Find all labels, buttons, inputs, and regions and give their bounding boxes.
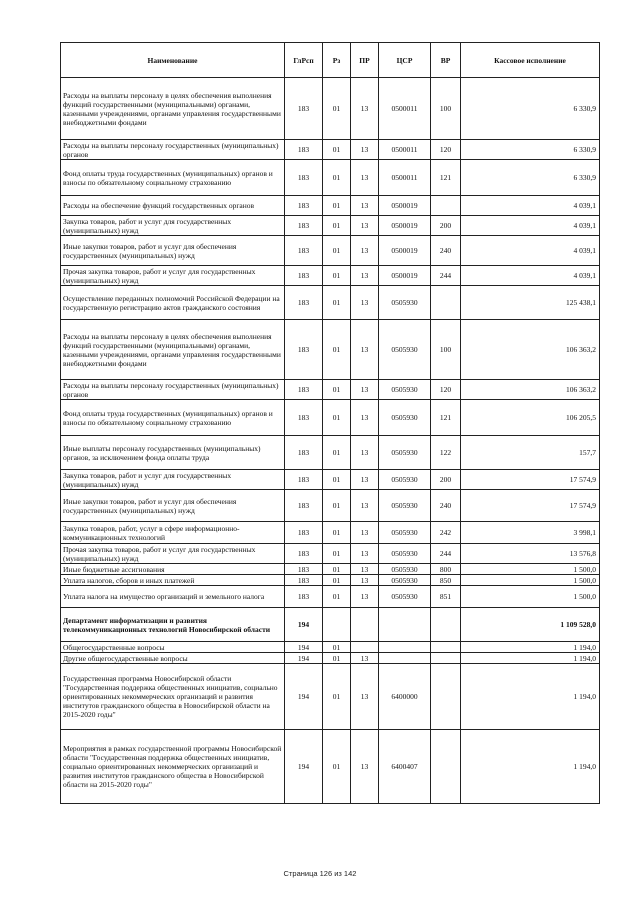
table-row xyxy=(61,653,600,664)
cell-name: Расходы на выплаты персоналу в целях обеспечения выполнения функций государственными (муниципальными) органами, казенными учреждениями, органами управления государственными внебюджетными фондами xyxy=(61,78,285,140)
cell-grs: 183 xyxy=(285,575,323,586)
cell-amount: 1 194,0 xyxy=(461,664,600,730)
cell-name: Расходы на выплаты персоналу государственных (муниципальных) органов xyxy=(61,140,285,160)
cell-pr: 13 xyxy=(351,140,379,160)
cell-rz: 01 xyxy=(323,266,351,286)
cell-name: Фонд оплаты труда государственных (муниципальных) органов и взносы по обязательному социальному страхованию xyxy=(61,160,285,196)
cell-rz: 01 xyxy=(323,564,351,575)
cell-grs: 183 xyxy=(285,78,323,140)
table-row xyxy=(61,78,600,140)
cell-amount: 106 363,2 xyxy=(461,380,600,400)
cell-vr xyxy=(431,730,461,804)
cell-csr: 0505930 xyxy=(379,544,431,564)
cell-vr xyxy=(431,653,461,664)
cell-rz: 01 xyxy=(323,653,351,664)
table-row xyxy=(61,470,600,490)
cell-pr: 13 xyxy=(351,490,379,522)
cell-amount: 6 330,9 xyxy=(461,140,600,160)
cell-pr: 13 xyxy=(351,664,379,730)
cell-name: Государственная программа Новосибирской области "Государственная поддержка общественных инициатив, социально ориентированных некоммерческих организаций и развития институтов гражданского общества в Новосибирской области на 2015-2020 годы" xyxy=(61,664,285,730)
cell-csr: 0500011 xyxy=(379,140,431,160)
table-row xyxy=(61,196,600,216)
cell-amount: 4 039,1 xyxy=(461,236,600,266)
cell-vr: 800 xyxy=(431,564,461,575)
cell-grs: 183 xyxy=(285,564,323,575)
cell-name: Общегосударственные вопросы xyxy=(61,642,285,653)
cell-vr xyxy=(431,642,461,653)
cell-amount: 106 205,5 xyxy=(461,400,600,436)
cell-name: Уплата налога на имущество организаций и земельного налога xyxy=(61,586,285,608)
cell-pr xyxy=(351,608,379,642)
cell-name: Департамент информатизации и развития телекоммуникационных технологий Новосибирской области xyxy=(61,608,285,642)
header-csr: ЦСР xyxy=(379,43,431,78)
cell-name: Закупка товаров, работ и услуг для государственных (муниципальных) нужд xyxy=(61,470,285,490)
cell-rz: 01 xyxy=(323,216,351,236)
cell-amount: 157,7 xyxy=(461,436,600,470)
cell-grs: 183 xyxy=(285,436,323,470)
cell-amount: 17 574,9 xyxy=(461,490,600,522)
cell-pr: 13 xyxy=(351,564,379,575)
cell-amount: 6 330,9 xyxy=(461,160,600,196)
table-row xyxy=(61,575,600,586)
cell-vr: 200 xyxy=(431,470,461,490)
cell-csr: 0505930 xyxy=(379,575,431,586)
table-row xyxy=(61,400,600,436)
cell-grs: 183 xyxy=(285,490,323,522)
cell-pr: 13 xyxy=(351,266,379,286)
page-number: Страница 126 из 142 xyxy=(283,869,357,878)
cell-rz: 01 xyxy=(323,642,351,653)
cell-name: Закупка товаров, работ и услуг для государственных (муниципальных) нужд xyxy=(61,216,285,236)
cell-grs: 183 xyxy=(285,380,323,400)
table-row xyxy=(61,544,600,564)
cell-vr: 100 xyxy=(431,320,461,380)
cell-rz: 01 xyxy=(323,522,351,544)
cell-grs: 183 xyxy=(285,586,323,608)
cell-name: Уплата налогов, сборов и иных платежей xyxy=(61,575,285,586)
cell-pr: 13 xyxy=(351,400,379,436)
cell-pr: 13 xyxy=(351,216,379,236)
cell-csr: 0505930 xyxy=(379,436,431,470)
cell-pr: 13 xyxy=(351,575,379,586)
cell-amount: 17 574,9 xyxy=(461,470,600,490)
cell-vr: 240 xyxy=(431,490,461,522)
cell-rz: 01 xyxy=(323,160,351,196)
cell-grs: 194 xyxy=(285,653,323,664)
cell-grs: 183 xyxy=(285,236,323,266)
cell-vr: 244 xyxy=(431,266,461,286)
cell-name: Осуществление переданных полномочий Российской Федерации на государственную регистрацию актов гражданского состояния xyxy=(61,286,285,320)
cell-amount: 1 109 528,0 xyxy=(461,608,600,642)
cell-name: Мероприятия в рамках государственной программы Новосибирской области "Государственная поддержка общественных инициатив, социально ориентированных некоммерческих организаций и развития институтов гражданского общества в Новосибирской области на 2015-2020 годы" xyxy=(61,730,285,804)
cell-rz: 01 xyxy=(323,320,351,380)
cell-pr: 13 xyxy=(351,380,379,400)
cell-grs: 183 xyxy=(285,400,323,436)
cell-pr: 13 xyxy=(351,544,379,564)
cell-pr: 13 xyxy=(351,470,379,490)
table-row xyxy=(61,586,600,608)
cell-amount: 1 500,0 xyxy=(461,564,600,575)
cell-csr xyxy=(379,642,431,653)
cell-rz xyxy=(323,608,351,642)
cell-grs: 183 xyxy=(285,320,323,380)
cell-rz: 01 xyxy=(323,586,351,608)
table-row xyxy=(61,320,600,380)
cell-name: Другие общегосударственные вопросы xyxy=(61,653,285,664)
header-amount: Кассовое исполнение xyxy=(461,43,600,78)
cell-csr: 0500019 xyxy=(379,216,431,236)
cell-grs: 183 xyxy=(285,470,323,490)
cell-rz: 01 xyxy=(323,140,351,160)
table-header-row xyxy=(61,43,600,78)
cell-amount: 125 438,1 xyxy=(461,286,600,320)
cell-vr: 240 xyxy=(431,236,461,266)
cell-csr: 0500019 xyxy=(379,196,431,216)
cell-csr xyxy=(379,653,431,664)
cell-vr: 122 xyxy=(431,436,461,470)
cell-pr: 13 xyxy=(351,320,379,380)
cell-pr: 13 xyxy=(351,286,379,320)
cell-name: Закупка товаров, работ, услуг в сфере информационно-коммуникационных технологий xyxy=(61,522,285,544)
table-row xyxy=(61,730,600,804)
cell-grs: 183 xyxy=(285,196,323,216)
cell-amount: 106 363,2 xyxy=(461,320,600,380)
cell-csr: 0505930 xyxy=(379,286,431,320)
cell-rz: 01 xyxy=(323,470,351,490)
table-row xyxy=(61,236,600,266)
cell-amount: 3 998,1 xyxy=(461,522,600,544)
cell-vr: 121 xyxy=(431,400,461,436)
cell-vr: 100 xyxy=(431,78,461,140)
cell-rz: 01 xyxy=(323,575,351,586)
cell-rz: 01 xyxy=(323,78,351,140)
table-row xyxy=(61,564,600,575)
cell-amount: 4 039,1 xyxy=(461,196,600,216)
cell-rz: 01 xyxy=(323,236,351,266)
table-row xyxy=(61,266,600,286)
header-grs: ГлРсп xyxy=(285,43,323,78)
cell-csr: 0500019 xyxy=(379,236,431,266)
cell-vr xyxy=(431,664,461,730)
cell-pr: 13 xyxy=(351,586,379,608)
table-row xyxy=(61,490,600,522)
header-rz: Рз xyxy=(323,43,351,78)
cell-name: Расходы на обеспечение функций государственных органов xyxy=(61,196,285,216)
cell-rz: 01 xyxy=(323,196,351,216)
cell-pr: 13 xyxy=(351,160,379,196)
cell-csr: 0505930 xyxy=(379,380,431,400)
cell-csr: 0505930 xyxy=(379,470,431,490)
cell-name: Расходы на выплаты персоналу в целях обеспечения выполнения функций государственными (муниципальными) органами, казенными учреждениями, органами управления государственными внебюджетными фондами xyxy=(61,320,285,380)
cell-name: Расходы на выплаты персоналу государственных (муниципальных) органов xyxy=(61,380,285,400)
cell-csr xyxy=(379,608,431,642)
header-vr: ВР xyxy=(431,43,461,78)
cell-amount: 13 576,8 xyxy=(461,544,600,564)
cell-pr: 13 xyxy=(351,78,379,140)
cell-pr xyxy=(351,642,379,653)
cell-grs: 183 xyxy=(285,544,323,564)
cell-vr: 851 xyxy=(431,586,461,608)
cell-rz: 01 xyxy=(323,730,351,804)
cell-csr: 6400000 xyxy=(379,664,431,730)
budget-execution-table xyxy=(60,42,600,804)
cell-vr xyxy=(431,196,461,216)
header-name: Наименование xyxy=(61,43,285,78)
cell-csr: 0500011 xyxy=(379,160,431,196)
cell-rz: 01 xyxy=(323,380,351,400)
cell-csr: 0505930 xyxy=(379,400,431,436)
cell-csr: 6400407 xyxy=(379,730,431,804)
cell-name: Фонд оплаты труда государственных (муниципальных) органов и взносы по обязательному социальному страхованию xyxy=(61,400,285,436)
cell-grs: 183 xyxy=(285,286,323,320)
cell-pr: 13 xyxy=(351,653,379,664)
cell-pr: 13 xyxy=(351,436,379,470)
table-row xyxy=(61,216,600,236)
cell-csr: 0505930 xyxy=(379,564,431,575)
cell-vr: 200 xyxy=(431,216,461,236)
cell-vr: 120 xyxy=(431,140,461,160)
table-row xyxy=(61,140,600,160)
table-row xyxy=(61,522,600,544)
cell-csr: 0500011 xyxy=(379,78,431,140)
table-row xyxy=(61,642,600,653)
header-pr: ПР xyxy=(351,43,379,78)
cell-grs: 194 xyxy=(285,730,323,804)
table-body xyxy=(61,78,600,804)
cell-amount: 4 039,1 xyxy=(461,216,600,236)
cell-csr: 0505930 xyxy=(379,490,431,522)
cell-pr: 13 xyxy=(351,522,379,544)
cell-name: Прочая закупка товаров, работ и услуг для государственных (муниципальных) нужд xyxy=(61,544,285,564)
cell-rz: 01 xyxy=(323,400,351,436)
cell-csr: 0505930 xyxy=(379,320,431,380)
cell-grs: 194 xyxy=(285,608,323,642)
cell-amount: 1 194,0 xyxy=(461,653,600,664)
table-row xyxy=(61,380,600,400)
cell-amount: 4 039,1 xyxy=(461,266,600,286)
cell-pr: 13 xyxy=(351,730,379,804)
cell-grs: 183 xyxy=(285,216,323,236)
cell-vr xyxy=(431,286,461,320)
cell-csr: 0500019 xyxy=(379,266,431,286)
cell-amount: 1 194,0 xyxy=(461,642,600,653)
table-row xyxy=(61,608,600,642)
cell-amount: 1 194,0 xyxy=(461,730,600,804)
cell-csr: 0505930 xyxy=(379,586,431,608)
cell-name: Иные закупки товаров, работ и услуг для обеспечения государственных (муниципальных) нужд xyxy=(61,236,285,266)
cell-grs: 183 xyxy=(285,522,323,544)
cell-vr xyxy=(431,608,461,642)
cell-vr: 244 xyxy=(431,544,461,564)
table-row xyxy=(61,436,600,470)
cell-grs: 194 xyxy=(285,642,323,653)
cell-grs: 194 xyxy=(285,664,323,730)
cell-pr: 13 xyxy=(351,196,379,216)
table-row xyxy=(61,286,600,320)
cell-rz: 01 xyxy=(323,436,351,470)
cell-amount: 1 500,0 xyxy=(461,586,600,608)
cell-name: Иные закупки товаров, работ и услуг для обеспечения государственных (муниципальных) нужд xyxy=(61,490,285,522)
cell-grs: 183 xyxy=(285,140,323,160)
cell-name: Прочая закупка товаров, работ и услуг для государственных (муниципальных) нужд xyxy=(61,266,285,286)
cell-csr: 0505930 xyxy=(379,522,431,544)
cell-vr: 120 xyxy=(431,380,461,400)
cell-pr: 13 xyxy=(351,236,379,266)
cell-vr: 121 xyxy=(431,160,461,196)
cell-amount: 6 330,9 xyxy=(461,78,600,140)
cell-vr: 242 xyxy=(431,522,461,544)
cell-rz: 01 xyxy=(323,544,351,564)
cell-vr: 850 xyxy=(431,575,461,586)
cell-name: Иные бюджетные ассигнования xyxy=(61,564,285,575)
cell-grs: 183 xyxy=(285,266,323,286)
cell-rz: 01 xyxy=(323,490,351,522)
cell-rz: 01 xyxy=(323,286,351,320)
table-row xyxy=(61,160,600,196)
cell-grs: 183 xyxy=(285,160,323,196)
cell-name: Иные выплаты персоналу государственных (муниципальных) органов, за исключением фонда оплаты труда xyxy=(61,436,285,470)
cell-rz: 01 xyxy=(323,664,351,730)
table-row xyxy=(61,664,600,730)
cell-amount: 1 500,0 xyxy=(461,575,600,586)
